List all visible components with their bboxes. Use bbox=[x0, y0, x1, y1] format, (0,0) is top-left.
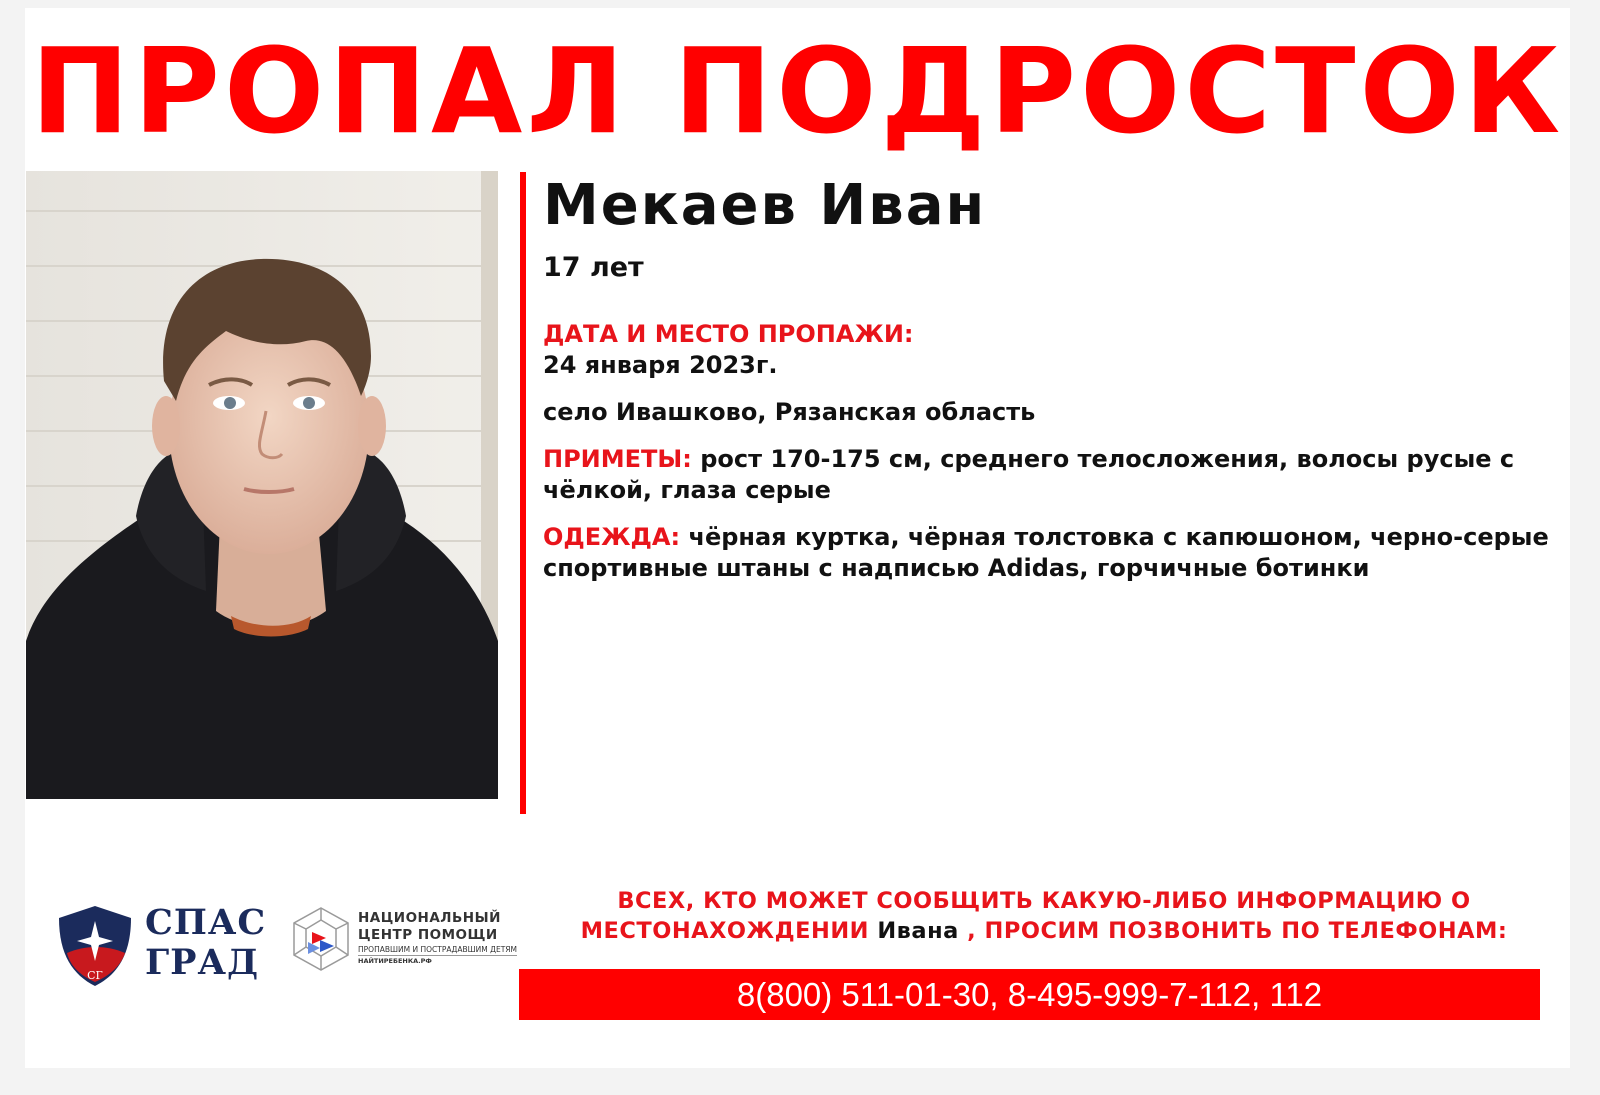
divider-line bbox=[520, 172, 526, 814]
appeal-line2-pre: МЕСТОНАХОЖДЕНИИ bbox=[580, 918, 869, 944]
missing-date-section bbox=[543, 319, 1553, 381]
appeal-line1: ВСЕХ, КТО МОЖЕТ СООБЩИТЬ КАКУЮ-ЛИБО ИНФОРМАЦИЮ О bbox=[617, 888, 1471, 914]
shield-icon bbox=[55, 903, 135, 989]
phone-numbers: 8(800) 511-01-30, 8-495-999-7-112, 112 bbox=[519, 969, 1540, 1020]
spasgrad-line2: ГРАД bbox=[145, 942, 260, 983]
signs-label: ПРИМЕТЫ: bbox=[543, 445, 692, 473]
person-info bbox=[543, 168, 1553, 584]
clothes-label: ОДЕЖДА: bbox=[543, 523, 681, 551]
poster-headline: ПРОПАЛ ПОДРОСТОК bbox=[30, 22, 1565, 160]
person-name: Мекаев Иван bbox=[543, 173, 987, 238]
missing-date: 24 января 2023г. bbox=[543, 351, 778, 379]
spasgrad-wordmark bbox=[145, 903, 266, 983]
spasgrad-line1: СПАС bbox=[145, 902, 267, 943]
appeal-name: Ивана bbox=[877, 918, 959, 944]
missing-place: село Ивашково, Рязанская область bbox=[543, 398, 1036, 426]
hexagon-cube-icon bbox=[290, 906, 352, 972]
appeal-text bbox=[519, 886, 1569, 946]
signs-section bbox=[543, 444, 1553, 506]
missing-label: ДАТА И МЕСТО ПРОПАЖИ: bbox=[543, 320, 914, 348]
portrait-image bbox=[26, 171, 498, 799]
ncp-line4: НАЙТИРЕБЕНКА.РФ bbox=[358, 957, 432, 965]
ncp-line1: НАЦИОНАЛЬНЫЙ bbox=[358, 910, 501, 926]
appeal-line2 bbox=[519, 916, 1569, 946]
clothes-text: чёрная куртка, чёрная толстовка с капюшоном, черно-серые спортивные штаны с надписью Adidas, горчичные ботинки bbox=[543, 523, 1549, 582]
appeal-line2-post: , ПРОСИМ ПОЗВОНИТЬ ПО ТЕЛЕФОНАМ: bbox=[967, 918, 1508, 944]
spasgrad-mark: СГ bbox=[87, 969, 103, 982]
ncp-line2: ЦЕНТР ПОМОЩИ bbox=[358, 927, 498, 943]
portrait-photo bbox=[26, 171, 498, 799]
ncp-wordmark bbox=[358, 910, 517, 967]
ncp-line3: ПРОПАВШИМ И ПОСТРАДАВШИМ ДЕТЯМ bbox=[358, 945, 517, 954]
person-age: 17 лет bbox=[543, 252, 644, 283]
clothes-section bbox=[543, 522, 1553, 584]
poster bbox=[25, 8, 1570, 1068]
spasgrad-logo bbox=[55, 903, 275, 993]
ncp-logo bbox=[290, 906, 520, 976]
signs-text: рост 170-175 см, среднего телосложения, волосы русые с чёлкой, глаза серые bbox=[543, 445, 1515, 504]
